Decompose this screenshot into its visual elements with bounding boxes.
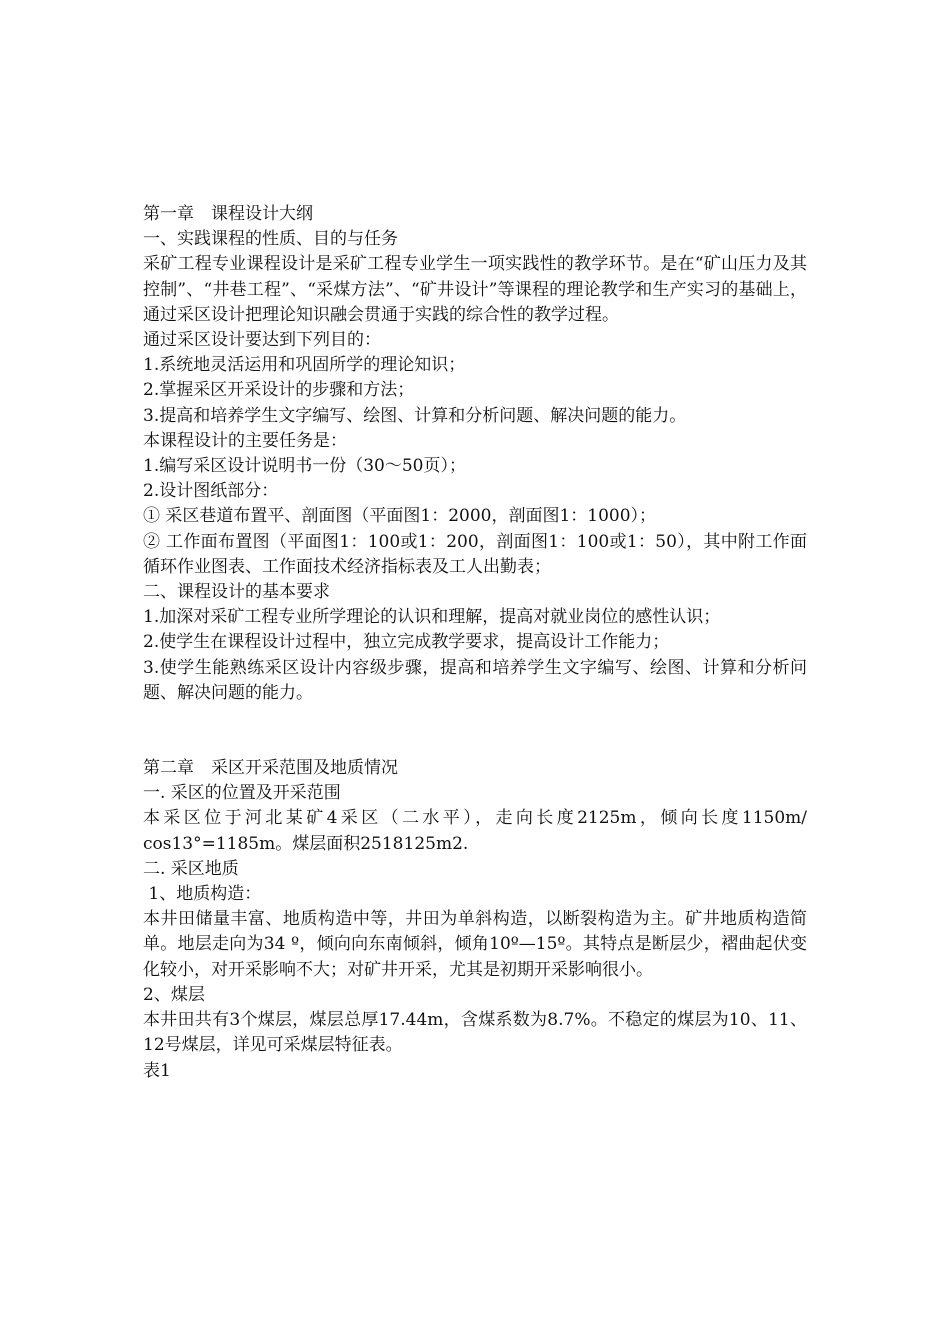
chapter1-section2-heading: 二、课程设计的基本要求 [143,582,330,603]
chapter1-intro-paragraph: 采矿工程专业课程设计是采矿工程专业学生一项实践性的教学环节。是在“矿山压力及其控制”、“井巷工程”、“采煤方法”、“矿井设计”等课程的理论教学和生产实习的基础上，通过采区设计把理论知识融会贯通于实践的综合性的教学过程。 [143,254,807,325]
task-item: ① 采区巷道布置平、剖面图（平面图1：2000，剖面图1：1000）； [143,506,657,527]
seams-paragraph: 本井田共有3个煤层，煤层总厚17.44m，含煤系数为8.7%。不稳定的煤层为10、11、12号煤层，详见可采煤层特征表。 [143,1010,807,1056]
requirement-item: 3.使学生能熟练采区设计内容级步骤，提高和培养学生文字编写、绘图、计算和分析问题、解决问题的能力。 [143,657,807,703]
structure-paragraph: 本井田储量丰富、地质构造中等，井田为单斜构造，以断裂构造为主。矿井地质构造简单。地层走向为34 º，倾向向东南倾斜，倾角10º—15º。其特点是断层少，褶曲起伏变化较小，对开采影响不大；对矿井开采，尤其是初期开采影响很小。 [143,909,807,980]
chapter-spacer [143,706,807,756]
task-item: ② 工作面布置图（平面图1：100或1：200，剖面图1：100或1：50），其中附工作面循环作业图表、工作面技术经济指标表及工人出勤表； [143,531,807,577]
table-label: 表1 [143,1060,171,1081]
chapter2-section2-heading: 二. 采区地质 [143,858,239,879]
document-page [143,202,807,1084]
seams-heading: 2、煤层 [143,984,205,1005]
chapter1-section1-heading: 一、实践课程的性质、目的与任务 [143,229,398,250]
tasks-intro: 本课程设计的主要任务是： [143,430,347,451]
task-item: 2.设计图纸部分： [143,481,279,502]
chapter2-title: 第二章 采区开采范围及地质情况 [143,758,398,779]
structure-heading: 1、地质构造： [143,884,262,905]
requirement-item: 1.加深对采矿工程专业所学理论的认识和理解，提高对就业岗位的感性认识； [143,607,721,628]
task-item: 1.编写采区设计说明书一份（30～50页）； [143,456,466,477]
requirement-item: 2.使学生在课程设计过程中，独立完成教学要求，提高设计工作能力； [143,632,670,653]
location-paragraph: 本采区位于河北某矿4采区（二水平），走向长度2125m，倾向长度1150m/ cos13°=1185m。煤层面积2518125m2. [143,808,807,854]
chapter1-title: 第一章 课程设计大纲 [143,204,313,224]
goal-item: 2.掌握采区开采设计的步骤和方法； [143,380,415,401]
chapter2-section1-heading: 一. 采区的位置及开采范围 [143,783,341,804]
goal-item: 3.提高和培养学生文字编写、绘图、计算和分析问题、解决问题的能力。 [143,405,687,426]
goal-item: 1.系统地灵活运用和巩固所学的理论知识； [143,355,466,376]
goals-intro: 通过采区设计要达到下列目的： [143,330,381,351]
